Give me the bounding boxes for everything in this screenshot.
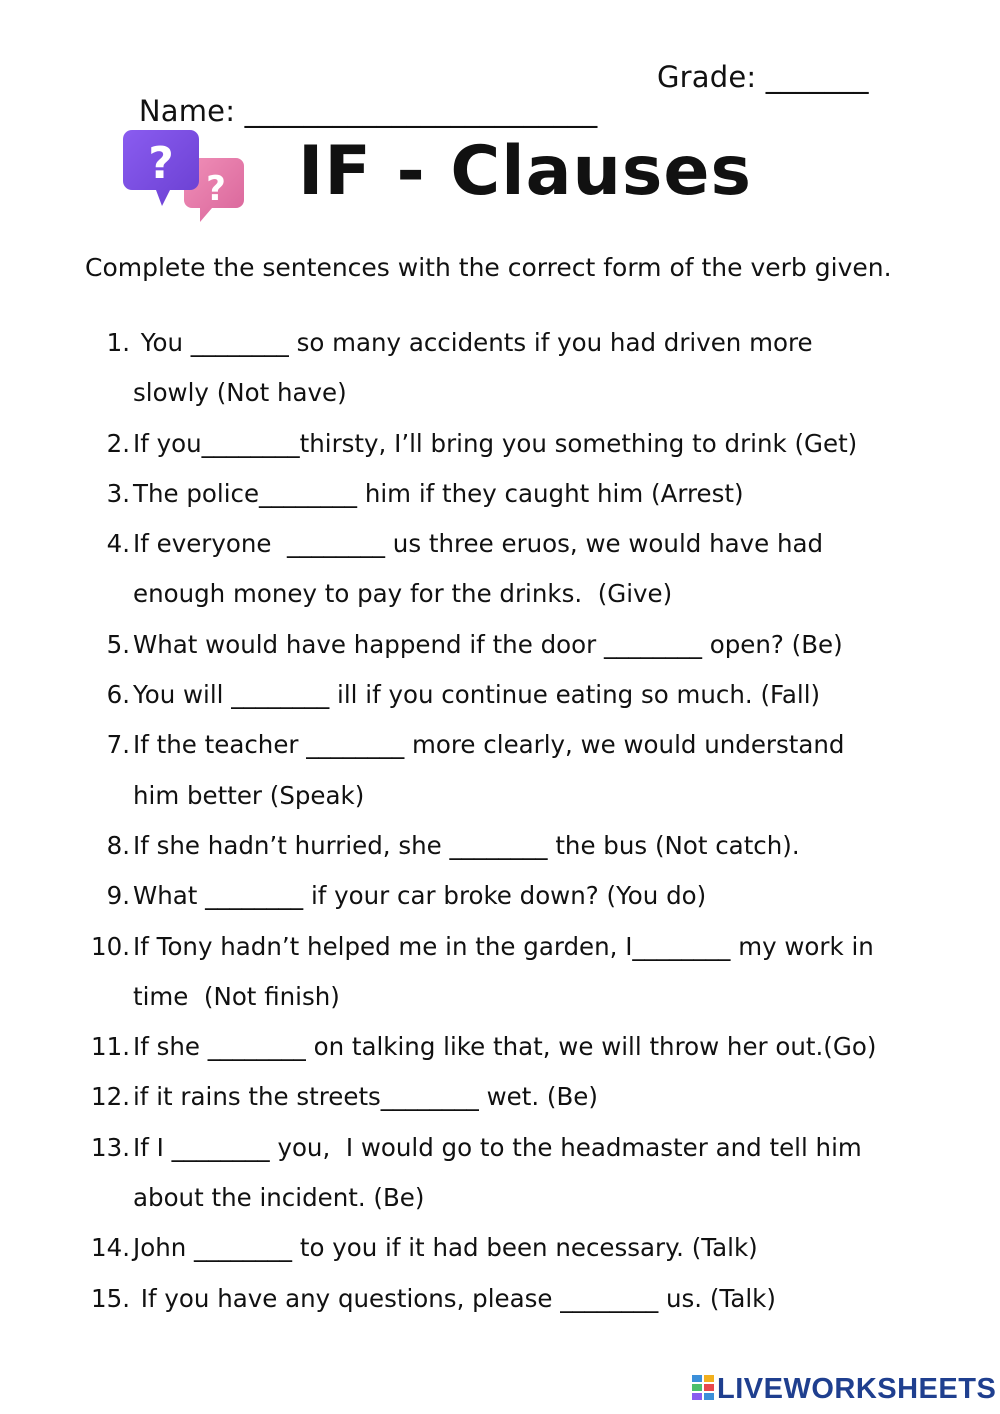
question-text-continued: enough money to pay for the drinks. (Give) bbox=[133, 579, 673, 609]
liveworksheets-brand: LIVEWORKSHEETS bbox=[717, 1373, 997, 1405]
question-number: 10. bbox=[91, 931, 130, 961]
question-item bbox=[0, 670, 1000, 720]
question-number: 14. bbox=[91, 1233, 130, 1263]
question-text: You ________ so many accidents if you had driven more bbox=[133, 328, 813, 357]
question-text: What would have happend if the door ________ open? (Be) bbox=[133, 629, 843, 659]
question-text: The police________ him if they caught him (Arrest) bbox=[133, 478, 744, 508]
question-item bbox=[0, 318, 1000, 419]
question-text: If she hadn’t hurried, she ________ the bus (Not catch). bbox=[133, 830, 800, 860]
question-text: You will ________ ill if you continue eating so much. (Fall) bbox=[133, 680, 821, 710]
question-number: 2. bbox=[106, 428, 130, 458]
question-item bbox=[0, 419, 1000, 469]
question-number: 3. bbox=[106, 478, 130, 508]
question-bubbles-icon bbox=[120, 122, 250, 232]
liveworksheets-blocks-icon bbox=[692, 1375, 714, 1409]
question-number: 7. bbox=[106, 730, 130, 760]
svg-text:?: ? bbox=[148, 138, 174, 189]
question-text: If the teacher ________ more clearly, we would understand bbox=[133, 730, 845, 760]
question-number: 8. bbox=[106, 830, 130, 860]
question-item bbox=[0, 871, 1000, 921]
question-list bbox=[0, 318, 1000, 1324]
page-title: IF - Clauses bbox=[298, 132, 752, 211]
question-item bbox=[0, 469, 1000, 519]
question-number: 9. bbox=[106, 881, 130, 911]
question-text: John ________ to you if it had been necessary. (Talk) bbox=[133, 1233, 758, 1263]
question-item bbox=[0, 1223, 1000, 1273]
question-number: 11. bbox=[91, 1032, 130, 1062]
question-item bbox=[0, 821, 1000, 871]
question-text: If Tony hadn’t helped me in the garden, I________ my work in bbox=[133, 931, 874, 961]
question-text: if it rains the streets________ wet. (Be) bbox=[133, 1082, 598, 1112]
question-text: If you________thirsty, I’ll bring you something to drink (Get) bbox=[133, 428, 858, 458]
question-number: 15. bbox=[91, 1283, 130, 1313]
liveworksheets-logo bbox=[692, 1373, 996, 1409]
question-text-continued: slowly (Not have) bbox=[133, 378, 347, 408]
question-item bbox=[0, 620, 1000, 670]
question-text-continued: about the incident. (Be) bbox=[133, 1183, 425, 1213]
question-text: What ________ if your car broke down? (You do) bbox=[133, 881, 707, 911]
question-item bbox=[0, 1274, 1000, 1324]
question-item bbox=[0, 519, 1000, 620]
question-text-continued: him better (Speak) bbox=[133, 780, 365, 810]
question-text: If she ________ on talking like that, we will throw her out.(Go) bbox=[133, 1032, 877, 1062]
question-text-continued: time (Not finish) bbox=[133, 981, 340, 1011]
question-number: 6. bbox=[106, 680, 130, 710]
question-number: 13. bbox=[91, 1132, 130, 1162]
question-number: 12. bbox=[91, 1082, 130, 1112]
question-item bbox=[0, 1022, 1000, 1072]
question-number: 1. bbox=[106, 328, 130, 357]
question-number: 4. bbox=[106, 529, 130, 559]
question-text: If you have any questions, please ________ us. (Talk) bbox=[133, 1283, 776, 1313]
question-item bbox=[0, 720, 1000, 821]
question-item bbox=[0, 922, 1000, 1023]
svg-text:?: ? bbox=[206, 169, 226, 209]
question-number: 5. bbox=[106, 629, 130, 659]
question-item bbox=[0, 1072, 1000, 1122]
question-text: If I ________ you, I would go to the headmaster and tell him bbox=[133, 1132, 862, 1162]
question-item bbox=[0, 1123, 1000, 1224]
question-text: If everyone ________ us three eruos, we would have had bbox=[133, 529, 824, 559]
instruction-text: Complete the sentences with the correct form of the verb given. bbox=[85, 253, 892, 282]
grade-label: Grade: _______ bbox=[657, 60, 869, 94]
name-label: Name: ________________________ bbox=[138, 94, 598, 128]
